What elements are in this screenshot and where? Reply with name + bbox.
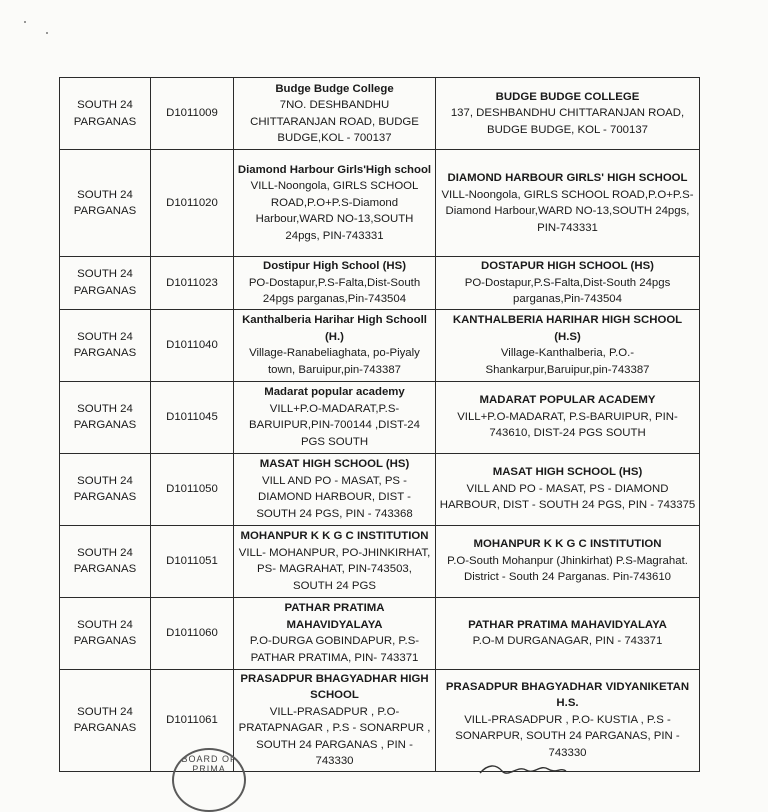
table-row xyxy=(60,257,700,310)
old-school-address: VILL- MOHANPUR, PO-JHINKIRHAT, PS- MAGRAHAT, PIN-743503, SOUTH 24 PGS xyxy=(238,546,431,592)
old-school-address: PO-Dostapur,P.S-Falta,Dist-South 24pgs parganas,Pin-743504 xyxy=(248,276,421,305)
scan-speck xyxy=(46,32,48,34)
new-school-name: PATHAR PRATIMA MAHAVIDYALAYA xyxy=(468,618,667,631)
code-cell: D1011020 xyxy=(151,150,234,257)
new-school-address: PO-Dostapur,P.S-Falta,Dist-South 24pgs parganas,Pin-743504 xyxy=(464,276,671,305)
old-school-address: P.O-DURGA GOBINDAPUR, P.S-PATHAR PRATIMA, PIN- 743371 xyxy=(249,635,420,664)
old-school-address: VILL-Noongola, GIRLS SCHOOL ROAD,P.O+P.S-Diamond Harbour,WARD NO-13,SOUTH 24pgs, PIN-743331 xyxy=(250,180,419,242)
new-school-address: P.O-M DURGANAGAR, PIN - 743371 xyxy=(472,635,663,647)
code-cell: D1011050 xyxy=(151,453,234,525)
old-details-cell xyxy=(234,669,436,771)
school-records-table xyxy=(59,77,700,772)
old-school-address: Village-Ranabeliaghata, po-Piyaly town, Baruipur,pin-743387 xyxy=(249,347,420,376)
table-row xyxy=(60,453,700,525)
new-school-address: 137, DESHBANDHU CHITTARANJAN ROAD, BUDGE BUDGE, KOL - 700137 xyxy=(450,107,685,136)
code-cell: D1011060 xyxy=(151,597,234,669)
old-school-name: MASAT HIGH SCHOOL (HS) xyxy=(259,458,410,470)
old-details-cell xyxy=(234,257,436,310)
old-school-name: PATHAR PRATIMA MAHAVIDYALAYA xyxy=(284,602,385,631)
new-school-name: PRASADPUR BHAGYADHAR VIDYANIKETAN H.S. xyxy=(445,680,690,710)
code-cell: D1011051 xyxy=(151,525,234,597)
table-row xyxy=(60,309,700,381)
old-details-cell xyxy=(234,453,436,525)
table-row xyxy=(60,150,700,257)
old-school-name: Budge Budge College xyxy=(275,82,394,95)
code-cell: D1011061 xyxy=(151,669,234,771)
new-details-cell xyxy=(436,525,700,597)
new-school-address: VILL-Noongola, GIRLS SCHOOL ROAD,P.O+P.S-Diamond Harbour,WARD NO-13,SOUTH 24pgs, PIN-743331 xyxy=(441,188,694,234)
code-cell: D1011045 xyxy=(151,381,234,453)
new-details-cell xyxy=(436,257,700,310)
new-details-cell xyxy=(436,309,700,381)
new-details-cell xyxy=(436,453,700,525)
old-details-cell xyxy=(234,525,436,597)
new-school-name: BUDGE BUDGE COLLEGE xyxy=(495,90,640,103)
new-school-name: MADARAT POPULAR ACADEMY xyxy=(479,394,656,407)
old-school-address: VILL-PRASADPUR , P.O-PRATAPNAGAR , P.S - SONARPUR , SOUTH 24 PARGANAS , PIN - 743330 xyxy=(238,705,431,767)
old-school-name: Kanthalberia Harihar High Schooll (H.) xyxy=(242,314,427,343)
old-school-name: Dostipur High School (HS) xyxy=(262,260,406,272)
district-cell: SOUTH 24 PARGANAS xyxy=(60,150,151,257)
seal-text: BOARD OF PRIMA xyxy=(181,754,237,774)
new-school-name: DIAMOND HARBOUR GIRLS' HIGH SCHOOL xyxy=(447,172,688,184)
table-row xyxy=(60,78,700,150)
new-school-address: VILL-PRASADPUR , P.O- KUSTIA , P.S - SONARPUR, SOUTH 24 PARGANAS, PIN - 743330 xyxy=(455,713,680,759)
signature-mark xyxy=(478,762,568,774)
table-row xyxy=(60,381,700,453)
old-school-name: MOHANPUR K K G C INSTITUTION xyxy=(240,530,429,542)
table-row xyxy=(60,669,700,771)
district-cell: SOUTH 24 PARGANAS xyxy=(60,381,151,453)
old-school-name: PRASADPUR BHAGYADHAR HIGH SCHOOL xyxy=(240,672,429,701)
old-details-cell xyxy=(234,309,436,381)
old-details-cell xyxy=(234,150,436,257)
old-details-cell xyxy=(234,78,436,150)
new-school-address: VILL AND PO - MASAT, PS - DIAMOND HARBOUR, DIST - SOUTH 24 PGS, PIN - 743375 xyxy=(439,482,696,512)
old-school-address: 7NO. DESHBANDHU CHITTARANJAN ROAD, BUDGE BUDGE,KOL - 700137 xyxy=(250,99,419,144)
table-row xyxy=(60,525,700,597)
new-school-name: MOHANPUR K K G C INSTITUTION xyxy=(473,538,662,551)
new-school-name: KANTHALBERIA HARIHAR HIGH SCHOOL (H.S) xyxy=(452,314,683,343)
table-row xyxy=(60,597,700,669)
district-cell: SOUTH 24 PARGANAS xyxy=(60,525,151,597)
new-details-cell xyxy=(436,150,700,257)
new-details-cell xyxy=(436,78,700,150)
new-school-address: VILL+P.O-MADARAT, P.S-BARUIPUR, PIN-743610, DIST-24 PGS SOUTH xyxy=(457,410,678,440)
scan-speck xyxy=(24,21,26,23)
district-cell: SOUTH 24 PARGANAS xyxy=(60,453,151,525)
new-school-address: P.O-South Mohanpur (Jhinkirhat) P.S-Magrahat. District - South 24 Parganas. Pin-743610 xyxy=(447,554,688,584)
old-school-address: VILL+P.O-MADARAT,P.S-BARUIPUR,PIN-700144 ,DIST-24 PGS SOUTH xyxy=(249,402,420,448)
code-cell: D1011023 xyxy=(151,257,234,310)
new-school-name: MASAT HIGH SCHOOL (HS) xyxy=(492,466,643,479)
new-details-cell xyxy=(436,669,700,771)
code-cell: D1011040 xyxy=(151,309,234,381)
district-cell: SOUTH 24 PARGANAS xyxy=(60,257,151,310)
district-cell: SOUTH 24 PARGANAS xyxy=(60,597,151,669)
district-cell: SOUTH 24 PARGANAS xyxy=(60,669,151,771)
board-seal-stamp xyxy=(172,748,246,812)
new-details-cell xyxy=(436,381,700,453)
new-school-name: DOSTAPUR HIGH SCHOOL (HS) xyxy=(481,260,654,272)
old-details-cell xyxy=(234,381,436,453)
old-details-cell xyxy=(234,597,436,669)
old-school-name: Diamond Harbour Girls'High school xyxy=(237,163,432,176)
new-school-address: Village-Kanthalberia, P.O.-Shankarpur,Baruipur,pin-743387 xyxy=(485,347,650,376)
district-cell: SOUTH 24 PARGANAS xyxy=(60,309,151,381)
new-details-cell xyxy=(436,597,700,669)
old-school-address: VILL AND PO - MASAT, PS - DIAMOND HARBOUR, DIST - SOUTH 24 PGS, PIN - 743368 xyxy=(256,474,413,520)
old-school-name: Madarat popular academy xyxy=(264,386,405,398)
code-cell: D1011009 xyxy=(151,78,234,150)
district-cell: SOUTH 24 PARGANAS xyxy=(60,78,151,150)
